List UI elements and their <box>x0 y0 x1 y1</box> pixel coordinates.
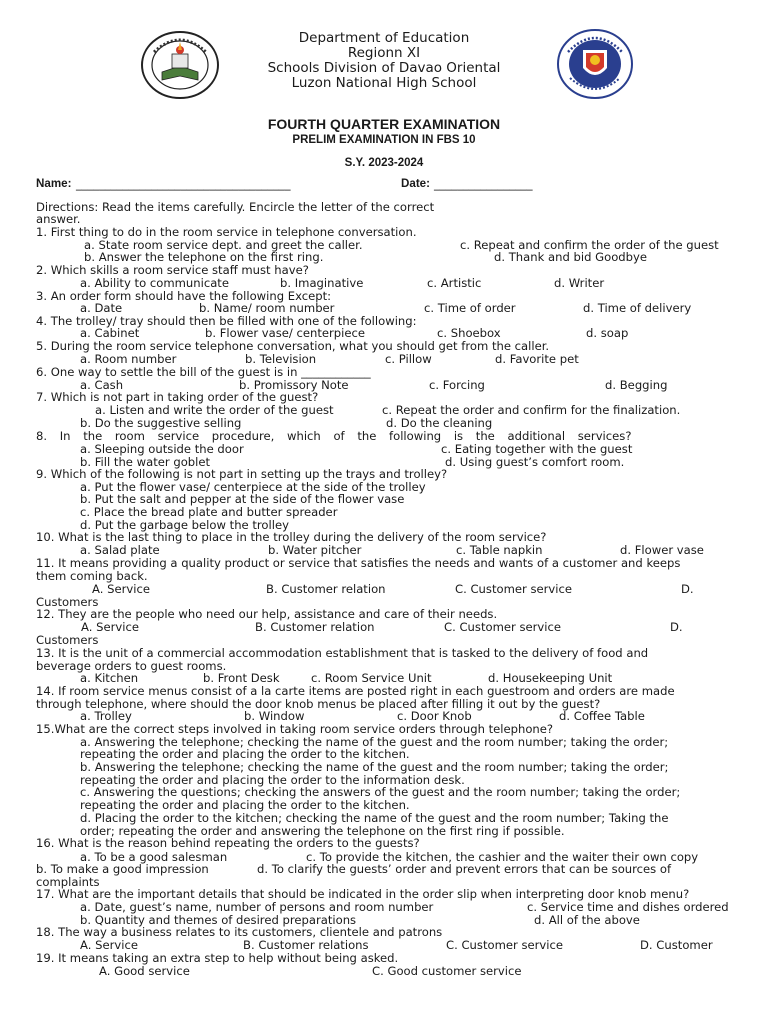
option: a. Sleeping outside the door <box>80 442 244 456</box>
directions-line-2: answer. <box>36 212 81 226</box>
option: d. Do the cleaning <box>386 416 493 430</box>
question-1: 1. First thing to do in the room service in telephone conversation. <box>36 225 417 239</box>
question-13-cont: beverage orders to guest rooms. <box>36 659 227 673</box>
option: c. Artistic <box>427 276 482 290</box>
date-label: Date: <box>401 177 430 190</box>
question-8: 8. In the room service procedure, which of the following is the additional services? <box>36 429 632 443</box>
question-12: 12. They are the people who need our help, assistance and care of their needs. <box>36 607 498 621</box>
option: C. Customer service <box>446 938 563 952</box>
option: d. Begging <box>605 378 668 392</box>
option: d. Writer <box>554 276 605 290</box>
question-2: 2. Which skills a room service staff must have? <box>36 263 309 277</box>
option: Customers <box>36 595 99 609</box>
option: c. Shoebox <box>437 326 501 340</box>
option: Customers <box>36 633 99 647</box>
option: d. soap <box>586 326 629 340</box>
date-field[interactable]: _________________ <box>434 177 533 191</box>
option: c. Door Knob <box>397 709 472 723</box>
header-line-school: Luzon National High School <box>291 75 477 91</box>
option: c. To provide the kitchen, the cashier and the waiter their own copy <box>306 850 699 864</box>
name-label: Name: <box>36 177 72 190</box>
option: b. Water pitcher <box>268 543 362 557</box>
option: d. Thank and bid Goodbye <box>494 250 648 264</box>
option: C. Customer service <box>444 620 561 634</box>
option: repeating the order and placing the order to the kitchen. <box>80 747 410 761</box>
option: b. Imaginative <box>280 276 364 290</box>
option: a. Kitchen <box>80 671 139 685</box>
option: order; repeating the order and answering the telephone on the first ring if possible. <box>80 824 565 838</box>
option: B. Customer relations <box>243 938 369 952</box>
option: A. Service <box>80 938 138 952</box>
option: A. Good service <box>99 964 190 978</box>
option: d. Put the garbage below the trolley <box>80 518 289 532</box>
question-9: 9. Which of the following is not part in setting up the trays and trolley? <box>36 467 448 481</box>
header-line-dept: Department of Education <box>298 30 470 46</box>
option: b. Quantity and themes of desired preparations <box>80 913 357 927</box>
option: a. Listen and write the order of the guest <box>95 403 334 417</box>
question-13: 13. It is the unit of a commercial accommodation establishment that is tasked to the delivery of food and <box>36 646 649 660</box>
option: D. <box>681 582 694 596</box>
option: b. Window <box>244 709 305 723</box>
option: D. <box>670 620 683 634</box>
option: a. Cash <box>80 378 124 392</box>
option: d. To clarify the guests’ order and prevent errors that can be sources of <box>257 862 672 876</box>
option: c. Answering the questions; checking the answers of the guest and the room number; taking the order; <box>80 785 681 799</box>
option: d. All of the above <box>534 913 640 927</box>
directions-line-1: Directions: Read the items carefully. Encircle the letter of the correct <box>36 200 435 214</box>
option: c. Room Service Unit <box>311 671 432 685</box>
name-field[interactable]: _____________________________________ <box>76 177 291 191</box>
question-3: 3. An order form should have the following Except: <box>36 289 332 303</box>
option: b. Promissory Note <box>239 378 349 392</box>
option: A. Service <box>81 620 139 634</box>
option: complaints <box>36 875 100 889</box>
option: a. To be a good salesman <box>80 850 228 864</box>
option: a. Ability to communicate <box>80 276 229 290</box>
option: d. Coffee Table <box>559 709 645 723</box>
option: c. Pillow <box>385 352 432 366</box>
option: a. Salad plate <box>80 543 160 557</box>
option: c. Repeat the order and confirm for the finalization. <box>382 403 681 417</box>
question-14: 14. If room service menus consist of a la carte items are posted right in each guestroom and orders are made <box>36 684 675 698</box>
question-10: 10. What is the last thing to place in the trolley during the delivery of the room service? <box>36 530 547 544</box>
option: B. Customer relation <box>266 582 386 596</box>
question-15: 15.What are the correct steps involved in taking room service orders through telephone? <box>36 722 554 736</box>
option: a. State room service dept. and greet the caller. <box>84 238 363 252</box>
option: b. Flower vase/ centerpiece <box>205 326 366 340</box>
option: b. Name/ room number <box>199 301 335 315</box>
header-line-division: Schools Division of Davao Oriental <box>267 60 501 76</box>
option: a. Date, guest’s name, number of persons and room number <box>80 900 434 914</box>
option: c. Time of order <box>424 301 516 315</box>
exam-title: FOURTH QUARTER EXAMINATION <box>267 116 501 132</box>
option: C. Good customer service <box>372 964 522 978</box>
school-year: S.Y. 2023-2024 <box>344 157 424 169</box>
question-6: 6. One way to settle the bill of the guest is in ____________ <box>36 365 371 379</box>
question-11-cont: them coming back. <box>36 569 148 583</box>
option: a. Room number <box>80 352 177 366</box>
option: D. Customer <box>640 938 713 952</box>
question-14-cont: through telephone, where should the door knob menus be placed after filling it out by the guest? <box>36 697 601 711</box>
option: b. Do the suggestive selling <box>80 416 242 430</box>
option: d. Placing the order to the kitchen; checking the name of the guest and the room number; Taking the <box>80 811 669 825</box>
option: repeating the order and placing the order to the kitchen. <box>80 798 410 812</box>
option: B. Customer relation <box>255 620 375 634</box>
question-4: 4. The trolley/ tray should then be filled with one of the following: <box>36 314 417 328</box>
option: c. Table napkin <box>456 543 543 557</box>
option: c. Service time and dishes ordered <box>527 900 729 914</box>
header-line-region: Regionn XI <box>347 45 421 61</box>
option: A. Service <box>92 582 150 596</box>
exam-subtitle: PRELIM EXAMINATION IN FBS 10 <box>292 134 476 146</box>
option: d. Favorite pet <box>495 352 579 366</box>
option: c. Repeat and confirm the order of the guest <box>460 238 719 252</box>
option: c. Place the bread plate and butter spreader <box>80 505 338 519</box>
question-19: 19. It means taking an extra step to help without being asked. <box>36 951 399 965</box>
option: d. Time of delivery <box>583 301 692 315</box>
option: d. Using guest’s comfort room. <box>445 455 625 469</box>
option: b. To make a good impression <box>36 862 209 876</box>
option: b. Front Desk <box>203 671 280 685</box>
option: a. Date <box>80 301 123 315</box>
question-17: 17. What are the important details that should be indicated in the order slip when interpreting door knob menu? <box>36 887 690 901</box>
option: d. Housekeeping Unit <box>488 671 613 685</box>
question-11: 11. It means providing a quality product or service that satisfies the needs and wants of a customer and keeps <box>36 556 681 570</box>
question-5: 5. During the room service telephone conversation, what you should get from the caller. <box>36 339 550 353</box>
option: repeating the order and placing the order to the information desk. <box>80 773 465 787</box>
option: d. Flower vase <box>620 543 704 557</box>
option: a. Put the flower vase/ centerpiece at the side of the trolley <box>80 480 426 494</box>
option: b. Fill the water goblet <box>80 455 211 469</box>
option: b. Put the salt and pepper at the side of the flower vase <box>80 492 405 506</box>
option: a. Trolley <box>80 709 132 723</box>
option: C. Customer service <box>455 582 572 596</box>
question-18: 18. The way a business relates to its customers, clientele and patrons <box>36 925 443 939</box>
option: c. Eating together with the guest <box>441 442 633 456</box>
option: b. Answer the telephone on the first ring. <box>84 250 324 264</box>
option: a. Answering the telephone; checking the name of the guest and the room number; taking the order; <box>80 735 669 749</box>
option: b. Answering the telephone; checking the name of the guest and the room number; taking the order; <box>80 760 669 774</box>
option: b. Television <box>245 352 317 366</box>
option: c. Forcing <box>429 378 485 392</box>
question-16: 16. What is the reason behind repeating the orders to the guests? <box>36 836 420 850</box>
question-7: 7. Which is not part in taking order of the guest? <box>36 390 319 404</box>
option: a. Cabinet <box>80 326 140 340</box>
